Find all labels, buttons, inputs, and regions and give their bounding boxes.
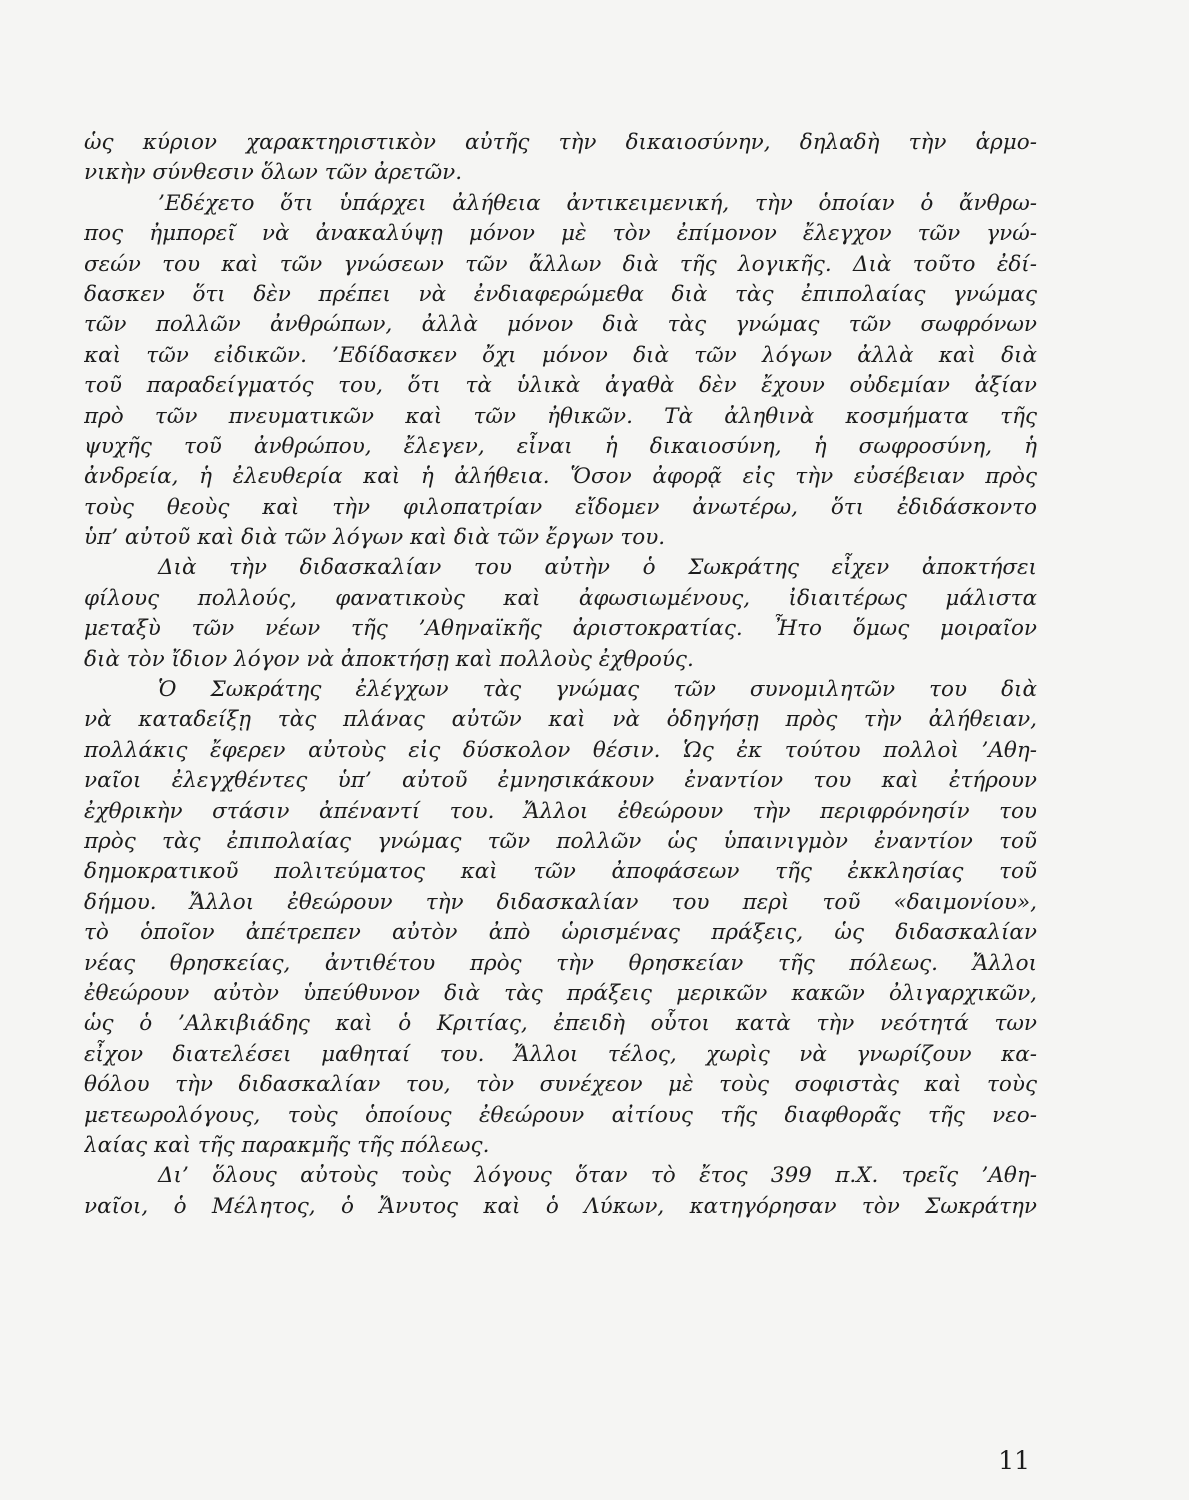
text-line: σεών του καὶ τῶν γνώσεων τῶν ἄλλων διὰ τῆς λογικῆς. Διὰ τοῦτο ἐδί- [84,251,1037,277]
text-line: ἐθεώρουν αὐτὸν ὑπεύθυνον διὰ τὰς πράξεις μερικῶν κακῶν ὀλιγαρχικῶν, [84,980,1037,1006]
text-line: τῶν πολλῶν ἀνθρώπων, ἀλλὰ μόνον διὰ τὰς γνώμας τῶν σωφρόνων [84,312,1037,338]
text-line: ’Εδέχετο ὅτι ὑπάρχει ἀλήθεια ἀντικειμενική, τὴν ὁποίαν ὁ ἄνθρω- [158,190,1037,216]
text-line: εἶχον διατελέσει μαθηταί του. Ἄλλοι τέλος, χωρὶς νὰ γνωρίζουν κα- [84,1041,1037,1067]
text-line: νὰ καταδείξῃ τὰς πλάνας αὐτῶν καὶ νὰ ὁδηγήσῃ πρὸς τὴν ἀλήθειαν, [84,707,1037,733]
text-line: ναῖοι, ὁ Μέλητος, ὁ Ἄνυτος καὶ ὁ Λύκων, κατηγόρησαν τὸν Σωκράτην [84,1193,1037,1219]
text-line: λαίας καὶ τῆς παρακμῆς τῆς πόλεως. [84,1132,490,1158]
text-line: δήμου. Ἄλλοι ἐθεώρουν τὴν διδασκαλίαν του περὶ τοῦ «δαιμονίου», [84,889,1037,915]
text-line: θόλου τὴν διδασκαλίαν του, τὸν συνέχεον μὲ τοὺς σοφιστὰς καὶ τοὺς [84,1072,1037,1098]
text-line: διὰ τὸν ἴδιον λόγον νὰ ἀποκτήσῃ καὶ πολλοὺς ἐχθρούς. [84,646,694,672]
text-line: πρὸ τῶν πνευματικῶν καὶ τῶν ἠθικῶν. Τὰ ἀληθινὰ κοσμήματα τῆς [84,403,1037,429]
text-line: ἀνδρεία, ἡ ἐλευθερία καὶ ἡ ἀλήθεια. Ὅσον ἀφορᾷ εἰς τὴν εὐσέβειαν πρὸς [84,464,1037,490]
text-line: ὡς κύριον χαρακτηριστικὸν αὐτῆς τὴν δικαιοσύνην, δηλαδὴ τὴν ἁρμο- [84,130,1037,155]
text-line: ναῖοι ἐλεγχθέντες ὑπ’ αὐτοῦ ἐμνησικάκουν ἐναντίον του καὶ ἐτήρουν [84,768,1037,794]
text-line: μεταξὺ τῶν νέων τῆς ’Αθηναϊκῆς ἀριστοκρατίας. Ἦτο ὅμως μοιραῖον [84,616,1037,642]
text-line: δημοκρατικοῦ πολιτεύματος καὶ τῶν ἀποφάσεων τῆς ἐκκλησίας τοῦ [84,859,1037,885]
text-line: νέας θρησκείας, ἀντιθέτου πρὸς τὴν θρησκείαν τῆς πόλεως. Ἄλλοι [84,950,1037,976]
text-line: τὸ ὁποῖον ἀπέτρεπεν αὐτὸν ἀπὸ ὡρισμένας πράξεις, ὡς διδασκαλίαν [84,920,1037,946]
text-line: ἐχθρικὴν στάσιν ἀπέναντί του. Ἄλλοι ἐθεώρουν τὴν περιφρόνησίν του [84,798,1037,824]
text-line: ὑπ’ αὐτοῦ καὶ διὰ τῶν λόγων καὶ διὰ τῶν ἔργων του. [84,525,666,551]
body-text [84,128,1037,1222]
text-line: ψυχῆς τοῦ ἀνθρώπου, ἔλεγεν, εἶναι ἡ δικαιοσύνη, ἡ σωφροσύνη, ἡ [84,433,1037,459]
text-line: ὡς ὁ ’Αλκιβιάδης καὶ ὁ Κριτίας, ἐπειδὴ οὗτοι κατὰ τὴν νεότητά των [84,1011,1037,1037]
text-line: Ὁ Σωκράτης ἐλέγχων τὰς γνώμας τῶν συνομιλητῶν του διὰ [158,677,1037,703]
text-line: πος ἠμπορεῖ νὰ ἀνακαλύψῃ μόνον μὲ τὸν ἐπίμονον ἔλεγχον τῶν γνώ- [84,221,1037,247]
text-line: τοὺς θεοὺς καὶ τὴν φιλοπατρίαν εἴδομεν ἀνωτέρω, ὅτι ἐδιδάσκοντο [84,494,1037,520]
text-line: φίλους πολλούς, φανατικοὺς καὶ ἀφωσιωμένους, ἰδιαιτέρως μάλιστα [84,585,1037,611]
text-line: μετεωρολόγους, τοὺς ὁποίους ἐθεώρουν αἰτίους τῆς διαφθορᾶς τῆς νεο- [84,1102,1037,1128]
text-line: δασκεν ὅτι δὲν πρέπει νὰ ἐνδιαφερώμεθα διὰ τὰς ἐπιπολαίας γνώμας [84,281,1037,307]
text-line: πρὸς τὰς ἐπιπολαίας γνώμας τῶν πολλῶν ὡς ὑπαινιγμὸν ἐναντίον τοῦ [84,828,1037,854]
text-line: Διὰ τὴν διδασκαλίαν του αὐτὴν ὁ Σωκράτης εἶχεν ἀποκτήσει [158,555,1037,581]
text-line: καὶ τῶν εἰδικῶν. ’Εδίδασκεν ὄχι μόνον διὰ τῶν λόγων ἀλλὰ καὶ διὰ [84,342,1037,368]
text-line: Δι’ ὅλους αὐτοὺς τοὺς λόγους ὅταν τὸ ἔτος 399 π.Χ. τρεῖς ’Αθη- [158,1163,1037,1189]
text-line: τοῦ παραδείγματός του, ὅτι τὰ ὑλικὰ ἀγαθὰ δὲν ἔχουν οὐδεμίαν ἀξίαν [84,373,1037,399]
page-number: 11 [998,1446,1030,1475]
text-line: πολλάκις ἔφερεν αὐτοὺς εἰς δύσκολον θέσιν. Ὡς ἐκ τούτου πολλοὶ ’Αθη- [84,737,1037,763]
text-line: νικὴν σύνθεσιν ὅλων τῶν ἀρετῶν. [84,160,463,186]
